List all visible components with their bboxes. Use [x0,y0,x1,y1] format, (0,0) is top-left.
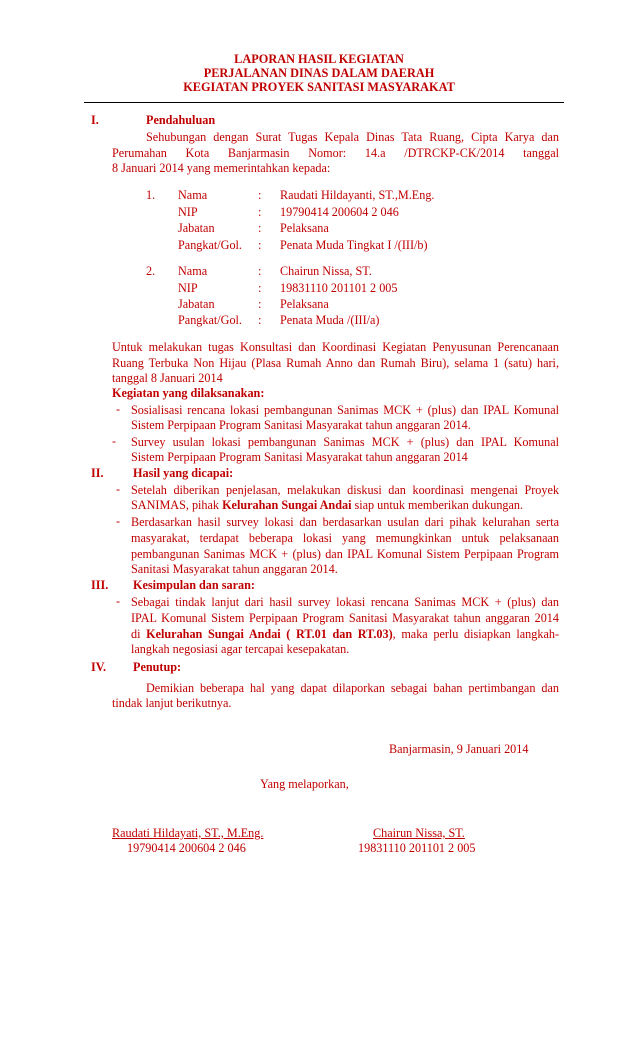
kesimpulan-line-1: Sebagai tindak lanjut dari hasil survey lokasi rencana Sanimas MCK + (plus) dan [131,595,559,609]
signatory-1-nip: 19790414 200604 2 046 [127,841,246,855]
person-2-jabatan-colon: : [258,297,262,311]
report-subtitle: PERJALANAN DINAS DALAM DAERAH [203,66,435,80]
section-3-title: Kesimpulan dan saran: [133,578,255,592]
intro-line-3: 8 Januari 2014 yang memerintahkan kepada: [112,161,331,175]
person-1-pangkat-colon: : [258,238,262,252]
person-1-pangkat-label: Pangkat/Gol. [178,238,242,252]
person-2-name-label: Nama [178,264,208,278]
kesimpulan-dash: - [116,594,121,608]
hasil-1-line-2 [131,497,523,514]
person-2-nip-label: NIP [178,281,198,295]
kegiatan-2-line-1: Survey usulan lokasi pembangunan Sanimas MCK + (plus) dan IPAL Komunal [131,435,559,449]
kegiatan-heading: Kegiatan yang dilaksanakan: [112,386,265,400]
person-2-nip-colon: : [258,281,262,295]
section-2-title: Hasil yang dicapai: [133,466,234,480]
kesimpulan-kelurahan: Kelurahan Sungai Andai ( RT.01 dan RT.03) [146,627,393,641]
report-title: LAPORAN HASIL KEGIATAN [234,52,404,66]
person-1-jabatan-label: Jabatan [178,221,215,235]
hasil-2-dash: - [116,514,121,528]
person-2-name-colon: : [258,264,262,278]
kesimpulan-line-4: langkah negosiasi agar tercapai kesepakatan. [131,642,350,656]
hasil-1-dash: - [116,482,121,496]
signatory-1-name: Raudati Hildayati, ST., M.Eng. [112,826,264,840]
reporter-label: Yang melaporkan, [260,777,349,791]
signatory-2-name: Chairun Nissa, ST. [373,826,465,840]
header-divider [84,102,564,103]
place-date: Banjarmasin, 9 Januari 2014 [389,742,529,756]
kegiatan-1-dash: - [116,402,121,416]
kegiatan-1-line-1: Sosialisasi rencana lokasi pembangunan Sanimas MCK + (plus) dan IPAL Komunal [131,403,559,417]
section-4-title: Penutup: [133,660,182,674]
person-1-nip-label: NIP [178,205,198,219]
hasil-1-line-1: Setelah diberikan penjelasan, melakukan diskusi dan koordinasi mengenai Proyek [131,483,559,497]
task-line-3: tanggal 8 Januari 2014 [112,371,223,385]
kesimpulan-text-post: , maka perlu disiapkan langkah- [392,627,560,641]
signatory-2-nip: 19831110 201101 2 005 [358,841,476,855]
penutup-line-1: Demikian beberapa hal yang dapat dilaporkan sebagai bahan pertimbangan dan [146,681,559,695]
person-2-number: 2. [146,264,156,278]
hasil-2-line-3: pembangunan Sanimas MCK + (plus) dan IPAL Komunal Sistem Perpipaan Program [131,547,559,561]
person-1-nip-colon: : [258,205,262,219]
section-2-number: II. [91,466,104,480]
person-1-name-label: Nama [178,188,208,202]
kesimpulan-line-3 [131,626,559,642]
task-line-1: Untuk melakukan tugas Konsultasi dan Koordinasi Kegiatan Penyusunan Perencanaan [112,340,559,354]
person-1-nip-value: 19790414 200604 2 046 [280,205,399,219]
person-2-pangkat-colon: : [258,313,262,327]
section-1-title: Pendahuluan [146,113,216,127]
intro-line-1: Sehubungan dengan Surat Tugas Kepala Dinas Tata Ruang, Cipta Karya dan [146,130,559,144]
person-1-jabatan-value: Pelaksana [280,221,329,235]
person-2-pangkat-label: Pangkat/Gol. [178,313,242,327]
hasil-2-line-2: masyarakat, terdapat beberapa lokasi yang memungkinkan untuk pelaksanaan [131,531,559,545]
kegiatan-2-line-2: Sistem Perpipaan Program Sanitasi Masyarakat tahun anggaran 2014 [131,450,468,464]
person-1-name-colon: : [258,188,262,202]
report-project: KEGIATAN PROYEK SANITASI MASYARAKAT [183,80,455,94]
hasil-2-line-4: Sanitasi Masyarakat tahun anggaran 2014. [131,562,338,576]
person-1-pangkat-value: Penata Muda Tingkat I /(III/b) [280,238,428,252]
section-1-number: I. [91,113,99,127]
hasil-1-text-post: siap untuk memberikan dukungan. [351,498,524,512]
kegiatan-2-dash: - [112,434,117,448]
person-2-jabatan-value: Pelaksana [280,297,329,311]
hasil-1-text-pre: SANIMAS, pihak [131,498,223,512]
hasil-1-kelurahan: Kelurahan Sungai Andai [222,498,352,512]
person-2-pangkat-value: Penata Muda /(III/a) [280,313,380,327]
section-4-number: IV. [91,660,107,674]
person-1-jabatan-colon: : [258,221,262,235]
section-3-number: III. [91,578,109,592]
penutup-line-2: tindak lanjut berikutnya. [112,696,232,710]
person-1-number: 1. [146,188,156,202]
kegiatan-1-line-2: Sistem Perpipaan Program Sanitasi Masyarakat tahun anggaran 2014. [131,418,471,432]
person-2-jabatan-label: Jabatan [178,297,215,311]
intro-line-2: Perumahan Kota Banjarmasin Nomor: 14.a /DTRCKP-CK/2014 tanggal [112,146,559,160]
task-line-2: Ruang Terbuka Non Hijau (Plasa Rumah Anno dan Rumah Biru), selama 1 (satu) hari, [112,356,559,370]
person-1-name-value: Raudati Hildayanti, ST.,M.Eng. [280,188,435,202]
kesimpulan-text-pre: di [131,627,147,641]
person-2-name-value: Chairun Nissa, ST. [280,264,372,278]
kesimpulan-line-2: IPAL Komunal Sistem Perpipaan Program Sanitasi Masyarakat tahun anggaran 2014 [131,611,559,625]
hasil-2-line-1: Berdasarkan hasil survey lokasi dan berdasarkan usulan dari pihak kelurahan serta [131,515,559,529]
person-2-nip-value: 19831110 201101 2 005 [280,281,398,295]
